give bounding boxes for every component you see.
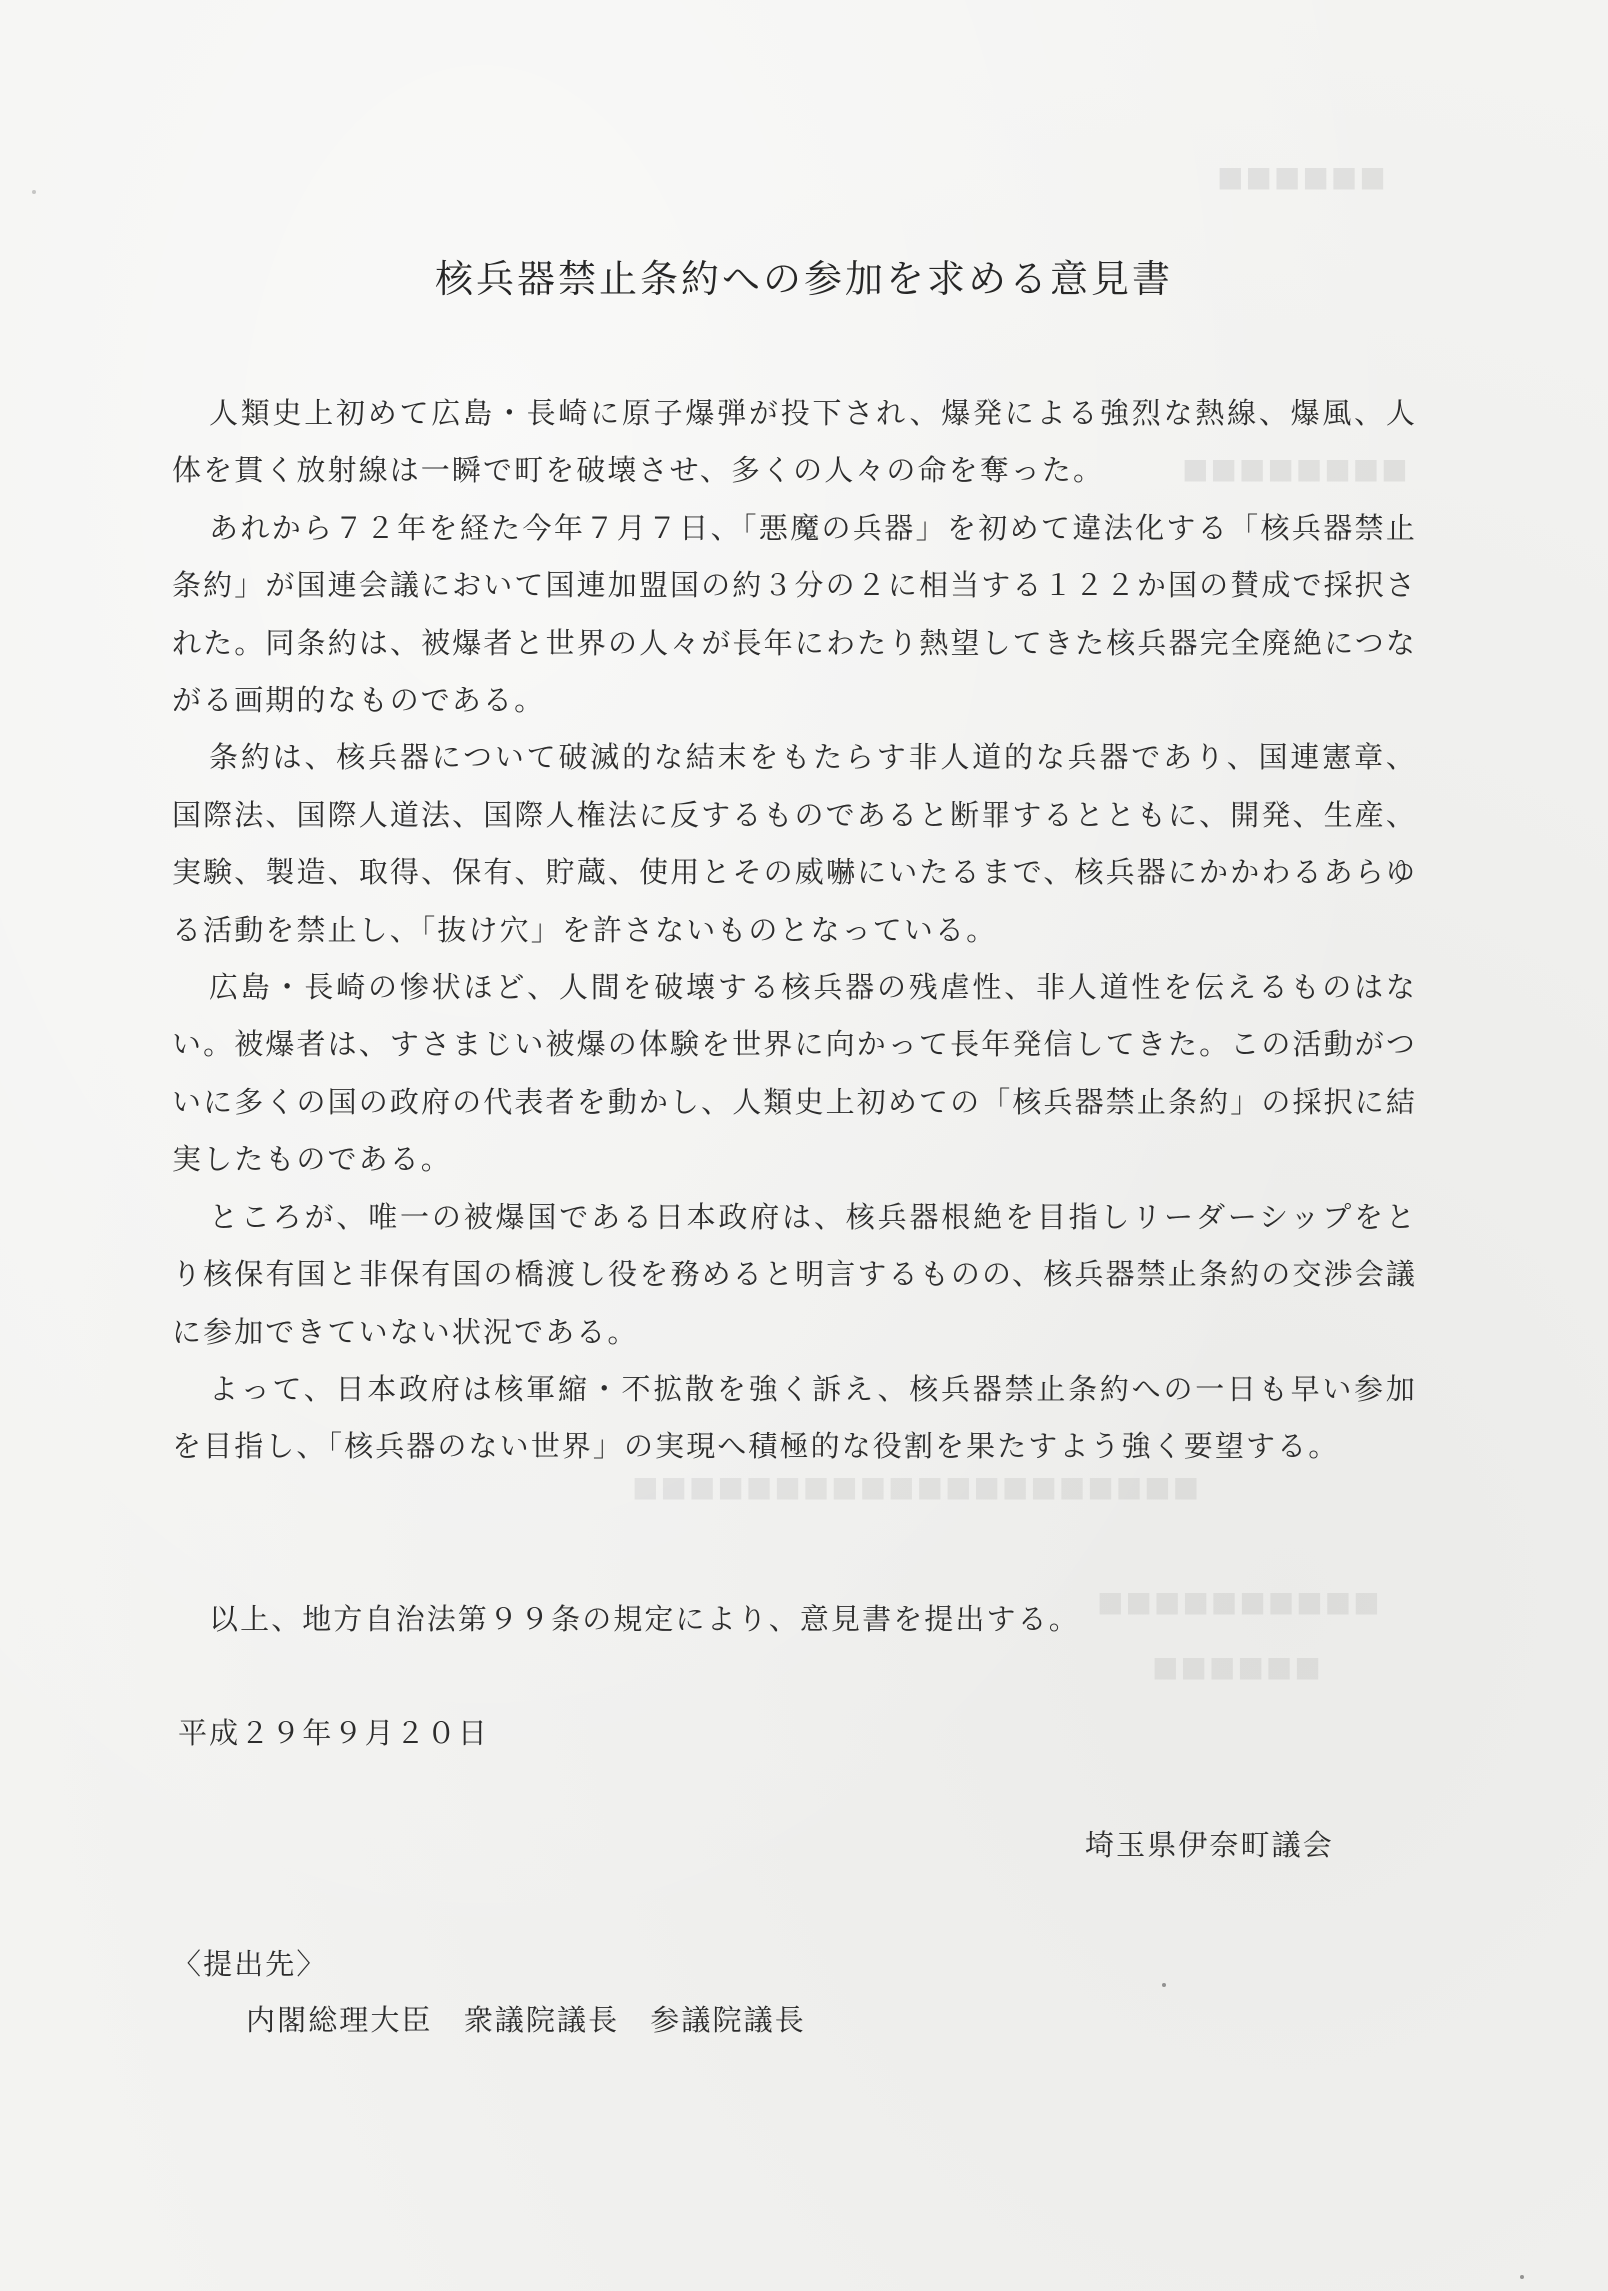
paragraph: 広島・長崎の惨状ほど、人間を破壊する核兵器の残虐性、非人道性を伝えるものはない。被爆者は、すさまじい被爆の体験を世界に向かって長年発信してきた。この活動がついに多くの国の政府の代表者を動かし、人類史上初めての「核兵器禁止条約」の採択に結実したものである。 [172, 970, 1417, 1177]
signer: 埼玉県伊奈町議会 [1085, 1828, 1334, 1862]
recipients: 内閣総理大臣 衆議院議長 参議院議長 [246, 2003, 806, 2037]
bleed-through-mark: ■■■■■■■■■■ [1095, 1585, 1380, 1618]
speck [1162, 1983, 1166, 1987]
paragraph: 条約は、核兵器について破滅的な結末をもたらす非人道的な兵器であり、国連憲章、国際法、国際人道法、国際人権法に反するものであると断罪するとともに、開発、生産、実験、製造、取得、保有、貯蔵、使用とその威嚇にいたるまで、核兵器にかかわるあらゆる活動を禁止し、「抜け穴」を許さないものとなっている。 [172, 740, 1417, 947]
document-body [172, 385, 1417, 1476]
closing-statement: 以上、地方自治法第９９条の規定により、意見書を提出する。 [209, 1602, 1080, 1636]
paragraph: ところが、唯一の被爆国である日本政府は、核兵器根絶を目指しリーダーシップをとり核保有国と非保有国の橋渡し役を務めると明言するものの、核兵器禁止条約の交渉会議に参加できていない状況である。 [172, 1199, 1417, 1349]
document-date: 平成２９年９月２０日 [178, 1716, 490, 1750]
speck [1520, 2275, 1524, 2279]
speck [32, 190, 36, 194]
bleed-through-mark: ■■■■■■■■ [1180, 452, 1408, 485]
bleed-through-mark: ■■■■■■■■■■■■■■■■■■■■ [630, 1470, 1200, 1503]
paragraph: 人類史上初めて広島・長崎に原子爆弾が投下され、爆発による強烈な熱線、爆風、人体を貫く放射線は一瞬で町を破壊させ、多くの人々の命を奪った。 [172, 396, 1417, 488]
paragraph: よって、日本政府は核軍縮・不拡散を強く訴え、核兵器禁止条約への一日も早い参加を目指し、「核兵器のない世界」の実現へ積極的な役割を果たすよう強く要望する。 [172, 1371, 1417, 1464]
document-title: 核兵器禁止条約への参加を求める意見書 [434, 257, 1173, 301]
recipients-label: 〈提出先〉 [172, 1947, 328, 1981]
bleed-through-mark: ■■■■■■ [1150, 1650, 1321, 1683]
paragraph: あれから７２年を経た今年７月７日、「悪魔の兵器」を初めて違法化する「核兵器禁止条約」が国連会議において国連加盟国の約３分の２に相当する１２２か国の賛成で採択された。同条約は、被爆者と世界の人々が長年にわたり熱望してきた核兵器完全廃絶につながる画期的なものである。 [172, 510, 1417, 718]
bleed-through-mark: ■■■■■■ [1215, 160, 1386, 193]
